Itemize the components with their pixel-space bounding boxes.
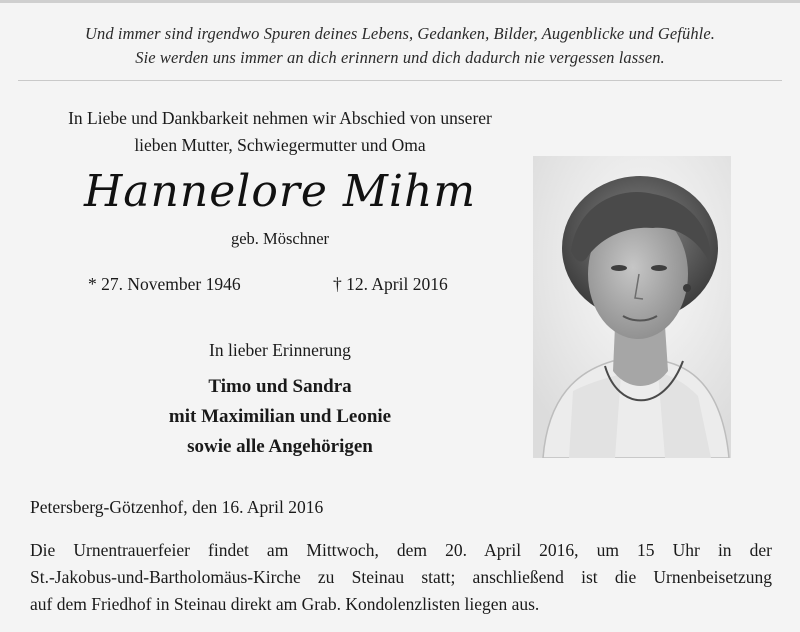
intro-text (30, 105, 530, 159)
ceremony-line-1: Die Urnentrauerfeier findet am Mittwoch, dem 20. April 2016, um 15 Uhr in der (30, 540, 772, 560)
ceremony-line-2: St.-Jakobus-und-Bartholomäus-Kirche zu Steinau statt; anschließend ist die Urnenbeisetzung (30, 567, 772, 587)
intro-line-2: lieben Mutter, Schwiegermutter und Oma (134, 135, 426, 155)
maiden-name: geb. Möschner (230, 229, 330, 248)
deceased-name: Hannelore Mihm (83, 166, 477, 217)
family-signatures (30, 372, 530, 462)
ceremony-details (30, 537, 772, 618)
motto-quote (0, 22, 800, 70)
remembrance-label: In lieber Erinnerung (209, 340, 351, 360)
motto-line-1: Und immer sind irgendwo Spuren deines Lebens, Gedanken, Bilder, Augenblicke und Gefühle. (84, 24, 716, 43)
intro-line-1: In Liebe und Dankbarkeit nehmen wir Abschied von unserer (68, 108, 492, 128)
birth-date: * 27. November 1946 (88, 274, 241, 294)
portrait-photo-icon (533, 156, 731, 458)
family-line-2: mit Maximilian und Leonie (168, 406, 392, 427)
motto-line-2: Sie werden uns immer an dich erinnern und dich dadurch nie vergessen lassen. (135, 48, 665, 67)
portrait-photo (533, 156, 731, 458)
divider-line (18, 80, 782, 81)
ceremony-line-3: auf dem Friedhof in Steinau direkt am Grab. Kondolenzlisten liegen aus. (30, 594, 540, 614)
place-and-date: Petersberg-Götzenhof, den 16. April 2016 (30, 497, 324, 517)
death-date: † 12. April 2016 (333, 274, 448, 294)
family-line-1: Timo und Sandra (208, 376, 352, 397)
top-border (0, 0, 800, 3)
family-line-3: sowie alle Angehörigen (187, 436, 373, 457)
